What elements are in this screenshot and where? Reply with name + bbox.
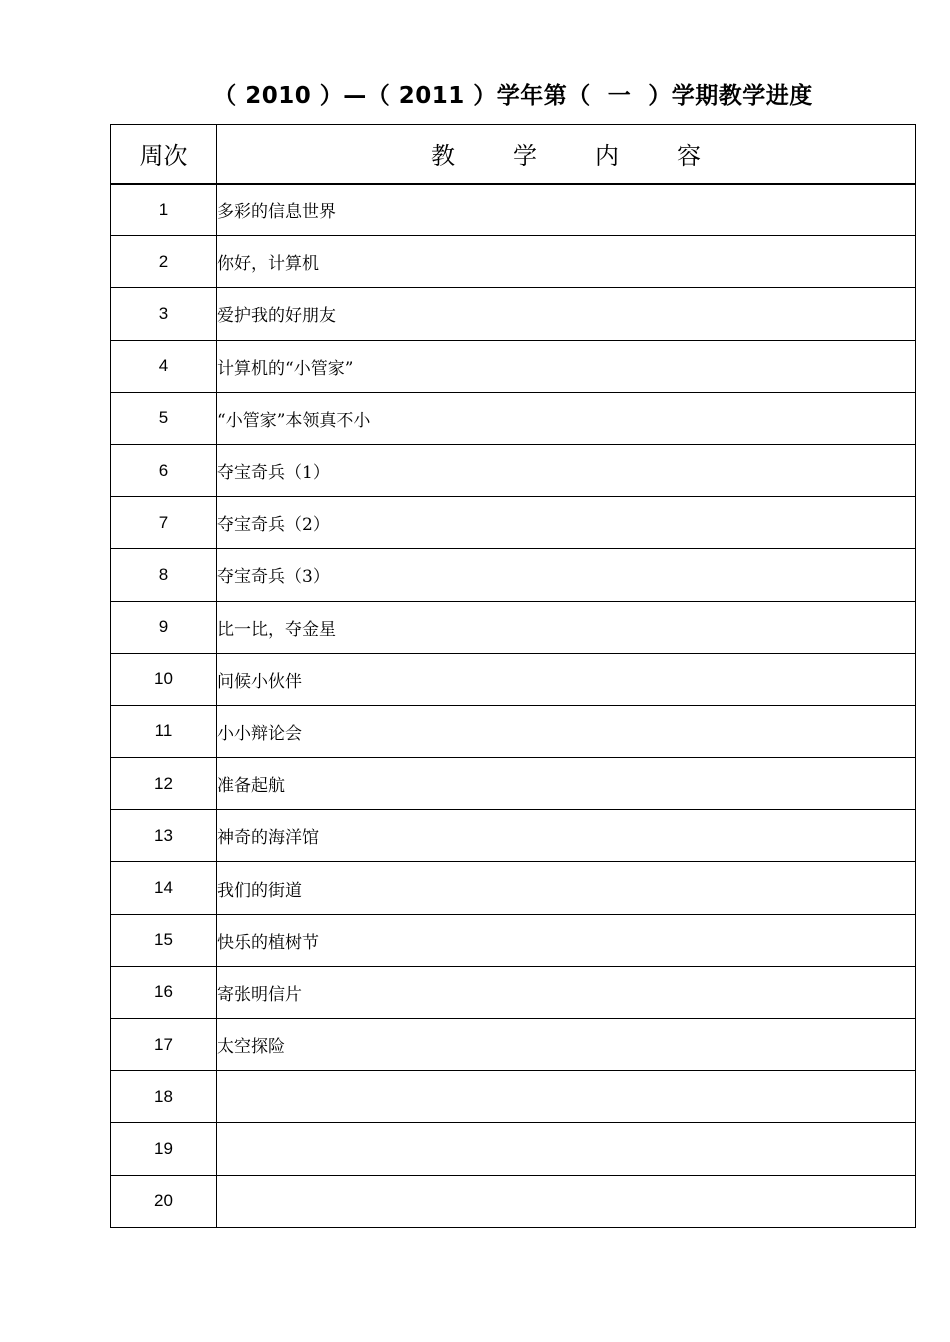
table-row bbox=[111, 653, 916, 705]
week-cell: 8 bbox=[111, 549, 217, 601]
content-cell: 问候小伙伴 bbox=[217, 653, 916, 705]
content-cell: 多彩的信息世界 bbox=[217, 184, 916, 236]
content-cell: 准备起航 bbox=[217, 758, 916, 810]
table-row bbox=[111, 914, 916, 966]
week-cell: 14 bbox=[111, 862, 217, 914]
table-row bbox=[111, 810, 916, 862]
table-row bbox=[111, 1123, 916, 1175]
table-row bbox=[111, 444, 916, 496]
content-cell: 计算机的“小管家” bbox=[217, 340, 916, 392]
week-cell: 1 bbox=[111, 184, 217, 236]
table-row bbox=[111, 601, 916, 653]
content-cell bbox=[217, 1175, 916, 1227]
table-row bbox=[111, 497, 916, 549]
week-cell: 10 bbox=[111, 653, 217, 705]
week-cell: 20 bbox=[111, 1175, 217, 1227]
content-cell bbox=[217, 1123, 916, 1175]
table-row bbox=[111, 862, 916, 914]
content-cell: 神奇的海洋馆 bbox=[217, 810, 916, 862]
content-cell: 快乐的植树节 bbox=[217, 914, 916, 966]
table-row bbox=[111, 1071, 916, 1123]
teaching-schedule-table bbox=[110, 124, 916, 1228]
table-row bbox=[111, 392, 916, 444]
week-cell: 16 bbox=[111, 966, 217, 1018]
week-cell: 19 bbox=[111, 1123, 217, 1175]
content-cell: 夺宝奇兵（1） bbox=[217, 444, 916, 496]
table-row bbox=[111, 705, 916, 757]
week-cell: 6 bbox=[111, 444, 217, 496]
table-row bbox=[111, 966, 916, 1018]
week-cell: 11 bbox=[111, 705, 217, 757]
table-row bbox=[111, 1175, 916, 1227]
content-cell: 比一比，夺金星 bbox=[217, 601, 916, 653]
content-cell: 夺宝奇兵（2） bbox=[217, 497, 916, 549]
content-cell: 你好，计算机 bbox=[217, 236, 916, 288]
table-row bbox=[111, 758, 916, 810]
table-row bbox=[111, 549, 916, 601]
content-cell bbox=[217, 1071, 916, 1123]
header-content: 教学内容 bbox=[217, 125, 916, 184]
content-cell: 爱护我的好朋友 bbox=[217, 288, 916, 340]
week-cell: 2 bbox=[111, 236, 217, 288]
table-row bbox=[111, 340, 916, 392]
content-cell: 夺宝奇兵（3） bbox=[217, 549, 916, 601]
week-cell: 13 bbox=[111, 810, 217, 862]
week-cell: 7 bbox=[111, 497, 217, 549]
week-cell: 18 bbox=[111, 1071, 217, 1123]
page-title: （ 2010 ）—（ 2011 ）学年第（ 一 ）学期教学进度 bbox=[213, 83, 813, 109]
table-header-row bbox=[111, 125, 916, 184]
week-cell: 12 bbox=[111, 758, 217, 810]
content-cell: “小管家”本领真不小 bbox=[217, 392, 916, 444]
table-row bbox=[111, 236, 916, 288]
week-cell: 4 bbox=[111, 340, 217, 392]
content-cell: 太空探险 bbox=[217, 1019, 916, 1071]
content-cell: 小小辩论会 bbox=[217, 705, 916, 757]
table-row bbox=[111, 1019, 916, 1071]
table-row bbox=[111, 288, 916, 340]
week-cell: 15 bbox=[111, 914, 217, 966]
content-cell: 我们的街道 bbox=[217, 862, 916, 914]
week-cell: 3 bbox=[111, 288, 217, 340]
week-cell: 17 bbox=[111, 1019, 217, 1071]
table-row bbox=[111, 184, 916, 236]
header-week: 周次 bbox=[111, 125, 217, 184]
week-cell: 5 bbox=[111, 392, 217, 444]
content-cell: 寄张明信片 bbox=[217, 966, 916, 1018]
week-cell: 9 bbox=[111, 601, 217, 653]
